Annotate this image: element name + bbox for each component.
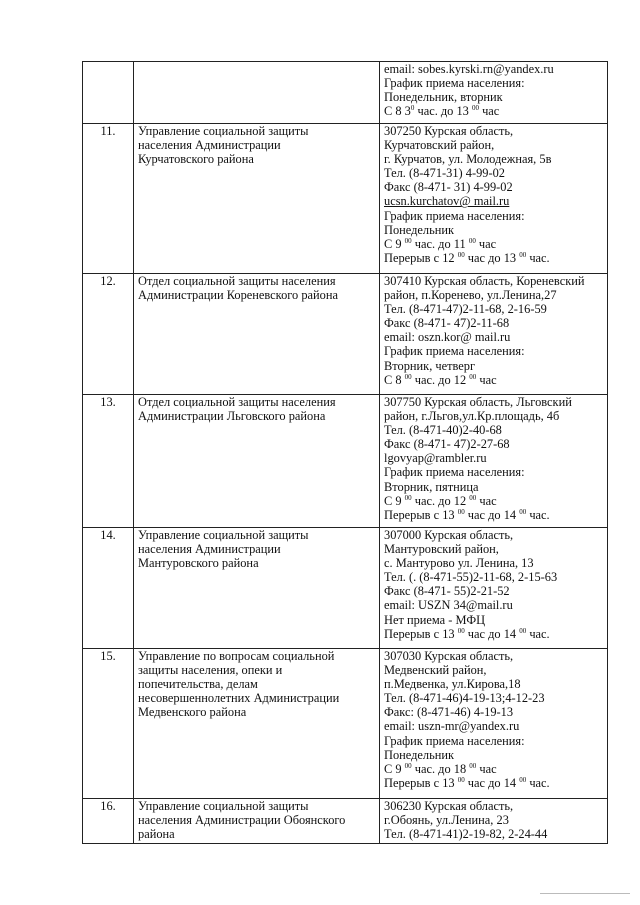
break-time: Перерыв с 13 $^{00}$ час до 14 $^{00}$ час.	[384, 626, 550, 641]
schedule-title: График приема населения:	[384, 465, 525, 480]
row-number: 12.	[83, 274, 134, 395]
address: 307750 Курская область, Льговский	[384, 395, 572, 409]
reception-days: Понедельник, вторник	[384, 90, 503, 105]
table-row	[83, 649, 608, 799]
email: lgovyap@rambler.ru	[384, 451, 487, 466]
organization-name: Отдел социальной защиты населения Администрации Льговского района	[134, 395, 380, 528]
contact-info	[380, 395, 608, 528]
address: 306230 Курская область,	[384, 799, 514, 813]
fax: Факс (8-471- 47)2-27-68	[384, 437, 510, 452]
page-edge-mark	[540, 893, 630, 894]
email: email: sobes.kyrski.rn@yandex.ru	[384, 62, 554, 76]
row-number	[83, 62, 134, 124]
phone: Тел. (. (8-471-55)2-11-68, 2-15-63	[384, 570, 558, 585]
table-row	[83, 124, 608, 274]
break-time: Перерыв с 13 $^{00}$ час до 14 $^{00}$ час.	[384, 775, 550, 790]
row-number: 16.	[83, 799, 134, 844]
fax: Факс: (8-471-46) 4-19-13	[384, 705, 514, 720]
reception-time: С 8 $^{00}$ час. до 12 $^{00}$ час	[384, 372, 497, 387]
address: п.Медвенка, ул.Кирова,18	[384, 677, 521, 692]
table-row	[83, 799, 608, 844]
organization-name: Управление социальной защиты населения Администрации Обоянского района	[134, 799, 380, 844]
address: г. Курчатов, ул. Молодежная, 5в	[384, 152, 552, 167]
address: г.Обоянь, ул.Ленина, 23	[384, 813, 509, 828]
fax: Факс (8-471- 47)2-11-68	[384, 316, 510, 331]
reception-days: Вторник, четверг	[384, 358, 476, 373]
fax: Факс (8-471- 55)2-21-52	[384, 584, 510, 599]
email: email: uszn-mr@yandex.ru	[384, 719, 520, 734]
address: район, п.Коренево, ул.Ленина,27	[384, 288, 557, 303]
email: email: USZN 34@mail.ru	[384, 598, 513, 613]
row-number: 15.	[83, 649, 134, 799]
row-number: 11.	[83, 124, 134, 274]
schedule-title: График приема населения:	[384, 733, 525, 748]
address: Мантуровский район,	[384, 542, 499, 557]
fax: Факс (8-471- 31) 4-99-02	[384, 180, 513, 195]
phone: Тел. (8-471-47)2-11-68, 2-16-59	[384, 302, 547, 317]
email-link[interactable]: ucsn.kurchatov@ mail.ru	[384, 194, 510, 209]
organization-name: Управление социальной защиты населения Администрации Мантуровского района	[134, 528, 380, 649]
address: 307410 Курская область, Кореневский	[384, 274, 585, 288]
address: 307000 Курская область,	[384, 528, 514, 542]
contact-info	[380, 528, 608, 649]
reception-time: С 9 $^{00}$ час. до 18 $^{00}$ час	[384, 761, 497, 776]
phone: Тел. (8-471-40)2-40-68	[384, 423, 502, 438]
table-row	[83, 274, 608, 395]
organization-name: Управление социальной защиты населения Администрации Курчатовского района	[134, 124, 380, 274]
address: Медвенский район,	[384, 663, 487, 678]
reception-time: С 9 $^{00}$ час. до 12 $^{00}$ час	[384, 493, 497, 508]
contact-info	[380, 799, 608, 844]
contact-info	[380, 649, 608, 799]
row-number: 14.	[83, 528, 134, 649]
phone: Тел. (8-471-31) 4-99-02	[384, 166, 505, 181]
table-row	[83, 528, 608, 649]
phone: Тел. (8-471-46)4-19-13;4-12-23	[384, 691, 545, 706]
schedule-title: График приема населения:	[384, 76, 525, 91]
schedule-title: График приема населения:	[384, 208, 525, 223]
reception-days: Вторник, пятница	[384, 479, 479, 494]
reception-days: Понедельник	[384, 222, 455, 237]
contact-info	[380, 274, 608, 395]
organization-name: Отдел социальной защиты населения Администрации Кореневского района	[134, 274, 380, 395]
address: 307250 Курская область,	[384, 124, 514, 138]
reception-time: С 9 $^{00}$ час. до 11 $^{00}$ час	[384, 236, 497, 251]
table-row	[83, 395, 608, 528]
contacts-table	[82, 61, 608, 844]
email: email: oszn.kor@ mail.ru	[384, 330, 511, 345]
address: район, г.Льгов,ул.Кр.площадь, 4б	[384, 409, 560, 424]
contact-info	[380, 62, 608, 124]
organization-name: Управление по вопросам социальной защиты населения, опеки и попечительства, делам несовершеннолетних Администрации Медвенского района	[134, 649, 380, 799]
break-time: Перерыв с 13 $^{00}$ час до 14 $^{00}$ час.	[384, 507, 550, 522]
contact-info	[380, 124, 608, 274]
reception-time: С 8 $3^0$ час. до 13 $^{00}$ час	[384, 104, 500, 119]
schedule-title: График приема населения:	[384, 344, 525, 359]
phone: Тел. (8-471-41)2-19-82, 2-24-44	[384, 827, 548, 842]
reception-note: Нет приема - МФЦ	[384, 612, 486, 627]
address: с. Мантурово ул. Ленина, 13	[384, 556, 534, 571]
break-time: Перерыв с 12 $^{00}$ час до 13 $^{00}$ час.	[384, 250, 550, 265]
table-row	[83, 62, 608, 124]
reception-days: Понедельник	[384, 747, 455, 762]
address: 307030 Курская область,	[384, 649, 514, 663]
row-number: 13.	[83, 395, 134, 528]
address: Курчатовский район,	[384, 138, 495, 153]
organization-name	[134, 62, 380, 124]
